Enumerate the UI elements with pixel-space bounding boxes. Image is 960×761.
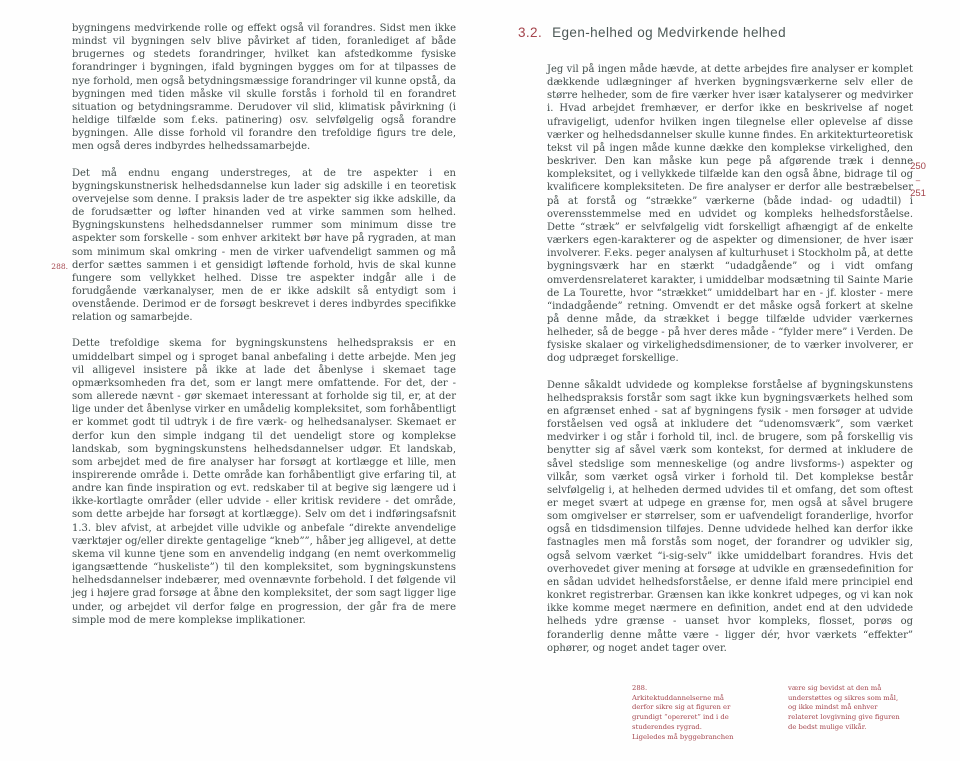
footnote-text-1: Arkitektuddannelserne må derfor sikre sig at figuren er grundigt “opereret” ind i de studerendes rygrad. Ligeledes må byggebranchen [632,693,734,741]
paragraph: bygningens medvirkende rolle og effekt også vil forandres. Sidst men ikke mindst vil bygningen selv blive påvirket af tiden, foranlediget af både brugernes og stedets forandringer, hvilket kan afstedkomme fysiske forandringer i bygningen, ifald bygningen bygges om for at tilpasses de nye forhold, men også betydningsmæssige forandringer vil kunne opstå, da bygningen med tiden måske vil skulle forstås i forhold til en forandret situation og betydningsramme. Derudover vil slid, klimatisk påvirkning (i heldige tilfælde som f.eks. patinering) osv. selvfølgelig også forandre bygningen. Alle disse forhold vil forandre den trefoldige figurs tre dele, men også deres indbyrdes helhedssamarbejde. [72,23,456,153]
section-title: Egen-helhed og Medvirkende helhed [552,25,786,40]
page-number-left: 250 [910,161,926,172]
paragraph: Det må endnu engang understreges, at de tre aspekter i en bygningskunstnerisk helhedsdannelse kun lader sig adskille i en teoretisk overvejelse som denne. I praksis lader de tre aspekter sig ikke adskille, da de forudsætter og løfter hinanden ved at virke sammen som helhed. Bygningskunstens helhedsdannelser rummer som minimum disse tre aspekter som forskelle - som enhver arkitekt bør have på rygraden, at man som minimum skal omkring - men de virker uafvendeligt sammen og må derfor sættes sammen i et gensidigt løftende forhold, hvis de skal kunne fungere som vellykket helhed. Disse tre aspekter indgår alle i de forudgående værkanalyser, men de er ikke adskilt så entydigt som i ovenstående. Derimod er de forsøgt beskrevet i deres indbyrdes specifikke relation og samarbejde. [72,167,456,324]
section-heading [518,25,786,40]
paragraph: Denne såkaldt udvidede og komplekse forståelse af bygningskunstens helhedspraksis forstår som sagt ikke kun bygningsværkets helhed som en afgrænset enhed - sat af bygningens fysik - men forsøger at udvide forståelsen ved også at inkludere det “udenomsværk”, som værket medvirker i og står i forhold til, incl. de brugere, som på forskellig vis benytter sig af såvel værk som kontekst, for dermed at inkludere de såvel stedslige som menneskelige (og andre livsforms-) aspekter og vilkår, som værket også virker i forhold til. Det komplekse består selvfølgelig i, at helheden dermed udvides til et omfang, det som oftest er meget svært at udpege en grænse for, men også at såvel brugere som omgivelser er størrelser, som er uafvendeligt foranderlige, hvorfor også en tidsdimension tilføjes. Denne udvidede helhed kan derfor ikke fastnagles men må forstås som noget, der forandrer og udvikler sig, også selvom værket “i-sig-selv” ikke umiddelbart forandres. Hvis det overhovedet giver mening at forsøge at udvikle en grænsedefinition for en sådan udvidet helhedsforståelse, er denne ifald mere principiel end konkret registrerbar. Grænsen kan ikke konkret udpeges, og vi kan nok ikke komme meget nærmere en definition, andet end at den udvidede helheds ydre grænse - uanset hvor kompleks, flosset, porøs og foranderlig denne måtte være - ligger dér, hvor værkets “effekter” ophører, og noget andet tager over. [547,379,913,654]
right-page-text-column [547,63,913,668]
footnote-column-1 [632,684,736,742]
footnote-column-2 [788,684,906,733]
paragraph: Dette trefoldige skema for bygningskunstens helhedspraksis er en umiddelbart simpel og i sproget banal anbefaling i dette arbejde. Men jeg vil alligevel insistere på ikke at lade det åbenlyse i skemaet tage opmærksomheden fra det, som er langt mere omfattende. For det, der - som allerede nævnt - gør skemaet interessant at forholde sig til, er, at der lige under det åbenlyse virker en umådelig kompleksitet, som forhåbentligt er kommet godt til udtryk i de fire værk- og helhedsanalyser. Skemaet er derfor kun den simple indgang til det uendeligt store og komplekse landskab, som bygningskunstens helhedsdannelser udgør. Et landskab, som arbejdet med de fire analyser har forsøgt at kortlægge et lille, men inspirerende område i. Dette område kan forhåbentligt give erfaring til, at andre kan finde inspiration og evt. redskaber til at begive sig længere ud i ikke-kortlagte områder (eller udvide - eller kritisk revidere - det område, som dette arbejde har forsøgt at kortlægge). Selv om det i indføringsafsnit 1.3. blev afvist, at arbejdet ville udvikle og anbefale “direkte anvendelige værktøjer og/eller direkte gentagelige “kneb””, håber jeg alligevel, at dette skema vil kunne tjene som en anvendelig indgang (en nemt overkommelig igangsættende “huskeliste”) til den kompleksitet, som bygningskunstens helhedsdannelser indebærer, med ovennævnte forbehold. I det følgende vil jeg i højere grad forsøge at åbne den kompleksitet, der som sagt ligger lige under, og arbejdet vil derfor følge en progression, der går fra de mere simple mod de mere komplekse implikationer. [72,338,456,626]
paragraph: Jeg vil på ingen måde hævde, at dette arbejdes fire analyser er komplet dækkende udlægninger af hverken bygningsværkerne selv eller de større helheder, som de fire værker hver især katalyserer og medvirker i. Hvad arbejdet fremhæver, er derfor ikke en beskrivelse af noget ufravigeligt, udenfor hvilken ingen tilegnelse eller oplevelse af disse værker og helhedsdannelser skulle kunne findes. En arkitekturteoretisk tekst vil på ingen måde kunne dække den komplekse virkelighed, den beskriver. Den kan måske kun pege på afgørende træk i denne kompleksitet, og i vellykkede tilfælde kan den også åbne, bidrage til og kvalificere kompleksiteten. De fire analyser er derfor alle bestræbelser på at forstå og “strække” værkerne (både indad- og udadtil) i overensstemmelse med en udvidet og kompleks helhedsforståelse. Dette “stræk” er selvfølgelig vidt forskelligt afhængigt af de enkelte værkers egen-karakterer og de aspekter og dimensioner, de hver især involverer. F.eks. peger analysen af kulturhuset i Stockholm på, at dette bygningsværk har en stærkt “udadgående” og i vidt omfang omverdensrelateret karakter, i umiddelbar modsætning til Sainte Marie de La Tourette, hvor “strækket” umiddelbart har en - jf. kloster - mere “indadgående” retning. Omvendt er det måske også forkert at skelne på denne måde, da strækket i begge tilfælde udvider værkernes helheder, så de begge - på hver deres måde - “fylder mere” i Verden. De fysiske skalaer og virkelighedsdimensioner, de to værker involverer, er dog udpræget forskellige. [547,64,913,365]
left-margin-footnote-marker: 288. [51,262,68,271]
page-number-right: 251 [910,188,926,199]
footnote-text-2: være sig bevidst at den må understøttes og sikres som mål, og ikke mindst må enhver relateret lovgivning give figuren de bedst mulige vilkår. [788,684,900,731]
footnote-number: 288. [632,684,648,692]
page-number-dash: – [915,176,921,185]
left-page-text-column [72,22,456,640]
section-number: 3.2. [518,25,543,40]
